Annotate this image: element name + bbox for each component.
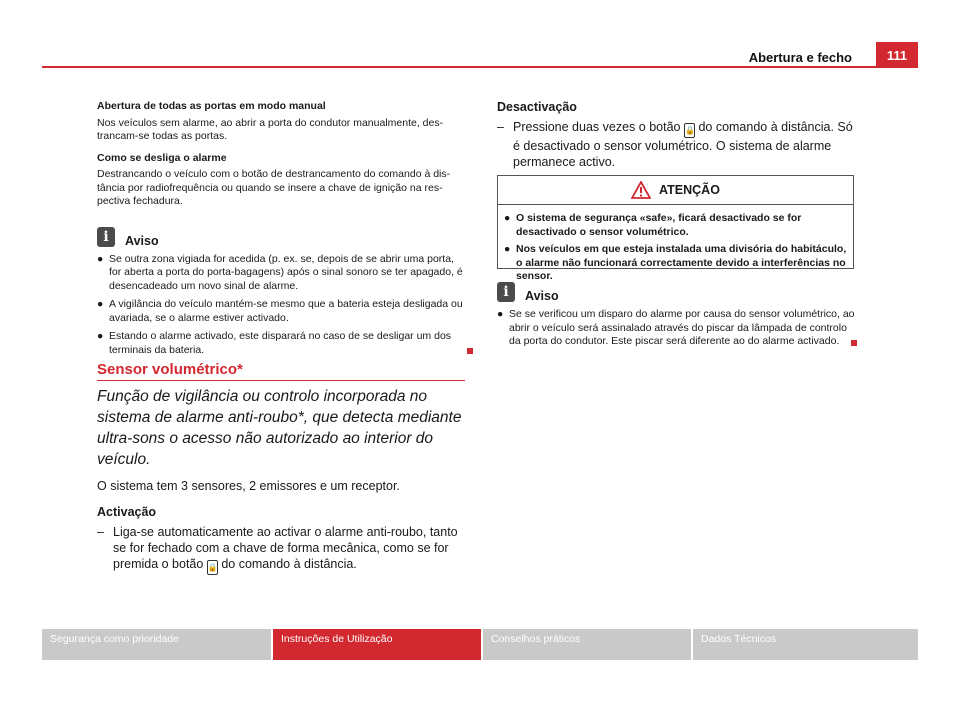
- note-bullet: ● Se se verificou um disparo do alarme por causa do sensor volumétrico, ao abrir o veículo será assinalado através do piscar da lâmpada de controlo da porta do condutor. Este piscar será diferente ao do alarme activado.: [497, 308, 855, 349]
- note-heading: [97, 227, 465, 247]
- tab-practical-tips[interactable]: Conselhos práticos: [483, 629, 691, 660]
- note-heading: [497, 282, 855, 302]
- section-header-title: Abertura e fecho: [748, 50, 852, 65]
- warning-bullet: ● O sistema de segurança «safe», ficará desactivado se for desactivado o sensor volumétrico.: [504, 212, 802, 238]
- tab-technical-data[interactable]: Dados Técnicos: [693, 629, 918, 660]
- section-end-mark: [467, 348, 473, 354]
- section-rule: [97, 380, 465, 381]
- section-end-mark: [851, 340, 857, 346]
- warning-title: ATENÇÃO: [659, 183, 720, 197]
- deactivation-heading: Desactivação: [497, 100, 577, 114]
- activation-heading: Activação: [97, 505, 157, 519]
- warning-triangle-icon: [631, 181, 651, 199]
- note-bullet: ● A vigilância do veículo mantém-se mesmo que a bateria esteja desligada ou avariada, se o alarme estiver activado.: [97, 298, 463, 324]
- manual-opening-heading: Abertura de todas as portas em modo manual: [97, 100, 326, 112]
- info-note-icon: i: [97, 227, 115, 247]
- tab-instructions[interactable]: Instruções de Utilização: [273, 629, 481, 660]
- left-column-top: [97, 100, 465, 357]
- section-intro: Função de vigilância ou controlo incorporada no sistema de alarme anti-roubo*, que detecta mediante ultra-sons o acesso não autorizado ao interior do veículo.: [97, 388, 462, 468]
- deactivation-step: – Pressione duas vezes o botão 🔒 do comando à distância. Só é desactivado o sensor volumétrico. O sistema de alarme permanece activo.: [497, 120, 853, 169]
- manual-opening-text: Nos veículos sem alarme, ao abrir a porta do condutor manualmente, destrancam-se todas as portas.: [97, 116, 444, 142]
- note-bullet: ● Se outra zona vigiada for acedida (p. ex. se, depois de se abrir uma porta, for aberta a porta do porta-bagagens) após o sinal sonoro se ter apagado, é desencadeado um novo sinal de alarme.: [97, 252, 463, 292]
- activation-step: – Liga-se automaticamente ao activar o alarme anti-roubo, tanto se for fechado com a chave de forma mecânica, como se for premida o botão 🔒 do comando à distância.: [97, 524, 465, 575]
- info-note-icon: i: [497, 282, 515, 302]
- key-lock-button-icon: 🔒: [207, 560, 218, 575]
- note-title: Aviso: [525, 289, 559, 303]
- warning-bullet: ● Nos veículos em que esteja instalada uma divisória do habitáculo, o alarme não funcionará correctamente devido a interferências no sensor.: [504, 243, 847, 282]
- alarm-off-text: Destrancando o veículo com o botão de destrancamento do comando à distância por radiofrequência ou quando se insere a chave de ignição na respectiva fechadura.: [97, 168, 451, 207]
- note-bullet: ● Estando o alarme activado, este disparará no caso de se desligar um dos terminais da bateria.: [97, 330, 465, 357]
- tab-safety[interactable]: Segurança como prioridade: [42, 629, 271, 660]
- note-title: Aviso: [125, 233, 159, 248]
- section-title: Sensor volumétrico*: [97, 361, 243, 378]
- warning-header: [498, 176, 853, 205]
- footer-nav: [42, 629, 918, 660]
- key-lock-button-icon: 🔒: [684, 123, 695, 138]
- page-number: 111: [876, 42, 918, 68]
- sensors-text: O sistema tem 3 sensores, 2 emissores e um receptor.: [97, 479, 400, 493]
- alarm-off-heading: Como se desliga o alarme: [97, 151, 227, 164]
- warning-box: [497, 175, 854, 282]
- header-rule: [42, 66, 918, 68]
- right-note: [497, 282, 855, 349]
